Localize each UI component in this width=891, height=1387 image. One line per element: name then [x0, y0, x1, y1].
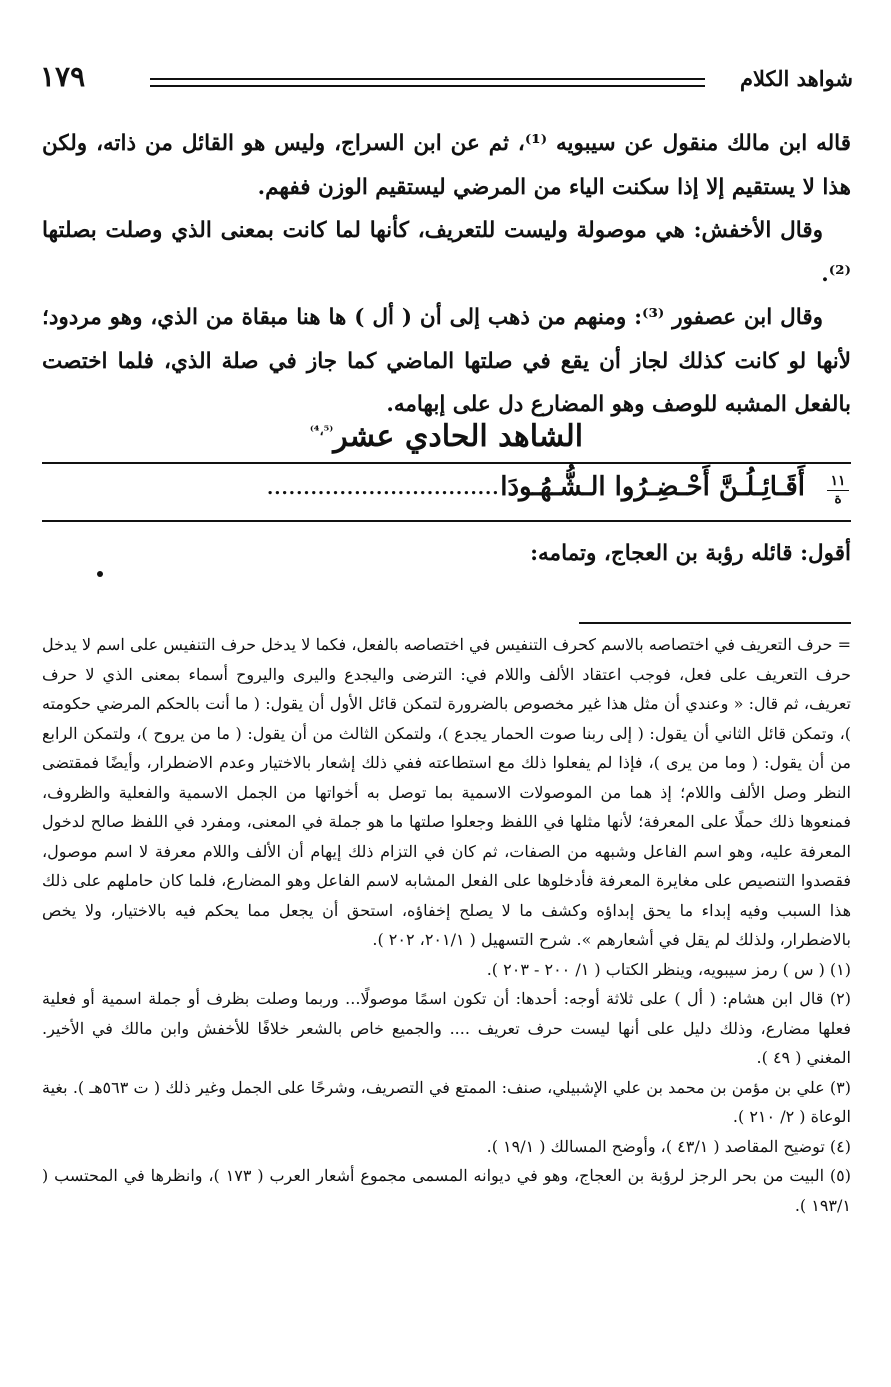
verse-box [42, 462, 851, 522]
commentary-label: أقول: [800, 541, 851, 566]
footnote-1: (١) ( س ) رمز سيبويه، وينظر الكتاب ( ١/ ٢٠٠ - ٢٠٣ ). [486, 959, 851, 979]
section-heading [42, 412, 851, 462]
commentary-text: قائله رؤبة بن العجاج، وتمامه: [530, 541, 801, 566]
paragraph-1: قاله ابن مالك منقول عن سيبويه ⁽¹⁾، ثم عن ابن السراج، وليس هو القائل من ذاته، ولكن هذا لا يستقيم إلا إذا سكنت الياء من المرضي ليستقيم الوزن ففهم. [42, 131, 851, 200]
verse-number [827, 474, 849, 507]
header-title: شواهد الكلام [739, 66, 853, 91]
page-number: ١٧٩ [40, 60, 86, 93]
footnote-3: (٣) علي بن مؤمن بن محمد بن علي الإشبيلي، صنف: الممتع في التصريف، وشرحًا على الجمل وغير ذلك ( ت ٥٦٣هـ ). بغية الوعاة ( ٢/ ٢١٠ ). [42, 1077, 851, 1126]
header-rule [150, 78, 705, 87]
commentary-line [42, 536, 851, 572]
footnotes [42, 630, 851, 1220]
footnote-4: (٤) توضيح المقاصد ( ٤٣/١ )، وأوضح المسالك ( ١٩/١ ). [486, 1136, 851, 1156]
section-title: الشاهد الحادي عشر [333, 419, 584, 454]
verse-number-top: ١١ [830, 473, 846, 489]
verse-ellipsis: ................................ [267, 478, 500, 499]
running-header [40, 60, 853, 100]
section-title-refs: ⁽⁴،⁵⁾ [309, 424, 334, 439]
footnote-continued: = حرف التعريف في اختصاصه بالاسم كحرف التنفيس في اختصاصه بالفعل، فكما لا يدخل حرف التنفيس على اسم لا يدخل حرف التعريف على فعل، فوجب اعتقاد الألف واللام في: الترضى واليجدع واليرى واليروح أسماء بمعنى الذي لا حرف تعريف، ثم قال: « وعندي أن مثل هذا غير مخصوص بالضرورة لتمكن قائل الأول أن يقول: ( ما أنت بالحكم المرضي حكومته )، وتمكن قائل الثاني أن يقول: ( إلى ربنا صوت الحمار يجدع )، ولتمكن الثالث من أن يقول: ( ما من يروح )، ولتمكن الرابع من أن يقول: ( وما من يرى )، فإذا لم يفعلوا ذلك مع استطاعته ففي ذلك إشعار بالاختيار وعدم الاضطرار، وأيضًا فمقتضى النظر وصل الألف واللام؛ إذ هما من الموصولات الاسمية بما توصل به أخواتها من الجمل الاسمية والفعلية والظروف، فمنعوها ذلك حملًا على المعرفة؛ لأنها مثلها في اللفظ وجعلوا صلتها ما هو جملة في المعنى، ومفرد في اللفظ صالح لدخول المعرفة عليه، وهو اسم الفاعل وشبهه من الصفات، ثم كان في التزام ذلك إيهام أن الألف واللام معرفة لا اسم موصول، فقصدوا التنصيص على مغايرة المعرفة فأدخلوها على الفعل المشابه لاسم الفاعل وهو المضارع، فلما كان حاملهم على ذلك هذا السبب وفيه إبداء ما يحق إبداؤه وكشف ما لا يصلح إخفاؤه، استحق أن يجعل مما يحكم فيه بالاختيار، ولا يخص بالاضطرار، ولذلك لم يقل في أشعارهم ». شرح التسهيل ( ٢٠١/١، ٢٠٢ ). [42, 635, 851, 949]
verse-text: أَقَـائِـلُـنَّ أَحْـضِـرُوا الـشُّـهُـودَا [500, 472, 805, 502]
footnote-2: (٢) قال ابن هشام: ( أل ) على ثلاثة أوجه: أحدها: أن تكون اسمًا موصولًا... وربما وصلت بظرف أو جملة اسمية أو فعلية فعلها مضارع، وذلك دليل على أنها ليست حرف تعريف .... والجميع خاص بالشعر خلافًا للأخفش وابن مالك في الأخير. المغني ( ٤٩ ). [42, 989, 851, 1067]
paragraph-3: وقال ابن عصفور ⁽³⁾: ومنهم من ذهب إلى أن ( أل ) ها هنا مبقاة من الذي، وهو مردود؛ لأنها لو كانت كذلك لجاز أن يقع في صلتها الماضي كما جاز في صلة الذي، فلما اختصت بالفعل المشبه للوصف وهو المضارع دل على إبهامه. [42, 305, 851, 417]
main-text [42, 122, 851, 427]
stray-dot [97, 571, 103, 577]
paragraph-2: وقال الأخفش: هي موصولة وليست للتعريف، كأنها لما كانت بمعنى الذي وصلت بصلتها ⁽²⁾. [42, 218, 851, 287]
footnote-5: (٥) البيت من بحر الرجز لرؤبة بن العجاج، وهو في ديوانه المسمى مجموع أشعار العرب ( ١٧٣ )، وانظرها في المحتسب ( ١٩٣/١ ). [42, 1166, 851, 1215]
verse-number-bottom: ة [834, 491, 842, 507]
footnote-separator [579, 622, 851, 624]
